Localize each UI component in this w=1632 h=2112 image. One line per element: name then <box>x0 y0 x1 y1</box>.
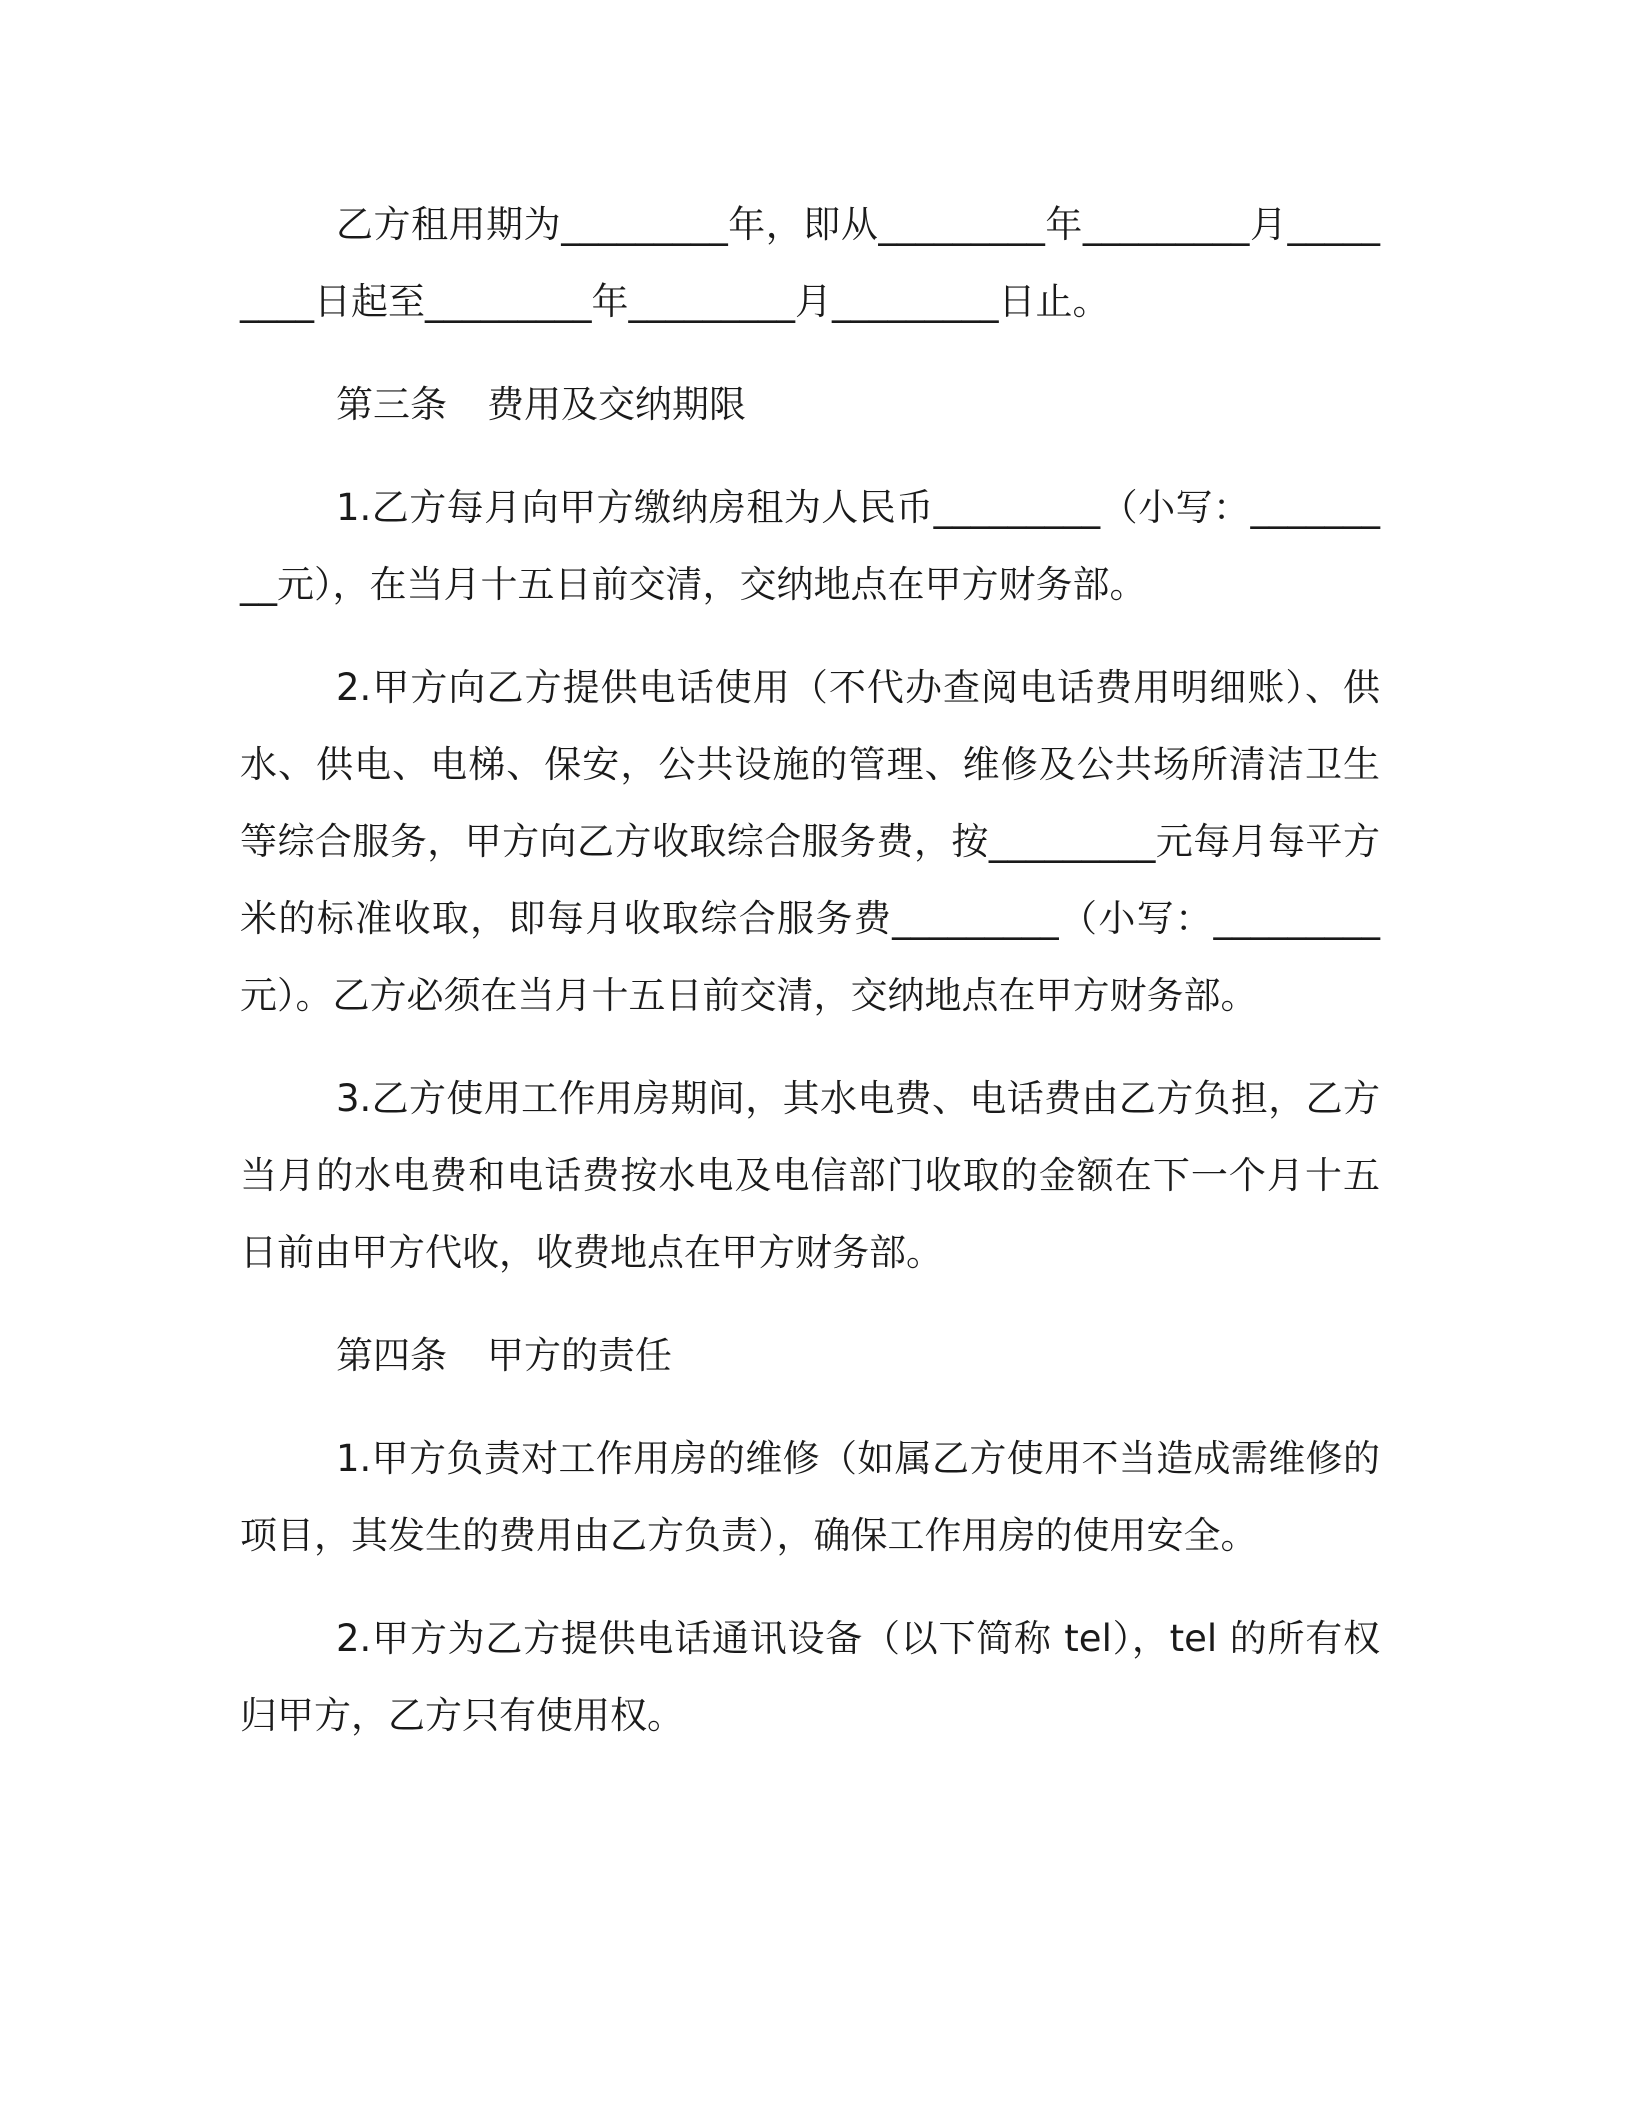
article-title: 费用及交纳期限 <box>487 383 746 426</box>
article-title: 甲方的责任 <box>487 1334 672 1377</box>
document-body <box>240 186 1380 1780</box>
article-3-heading <box>240 366 1380 443</box>
article-number: 第四条 <box>336 1334 447 1377</box>
lease-term-paragraph: 乙方租用期为_________年，即从_________年_________月_________日起至_________年_________月_________日止。 <box>240 203 1380 323</box>
rent-paragraph: 1.乙方每月向甲方缴纳房租为人民币_________（小写：_________元），在当月十五日前交清，交纳地点在甲方财务部。 <box>240 486 1380 606</box>
telephone-paragraph: 2.甲方为乙方提供电话通讯设备（以下简称 tel），tel 的所有权归甲方，乙方只有使用权。 <box>240 1617 1380 1737</box>
article-number: 第三条 <box>336 383 447 426</box>
article-4-heading <box>240 1317 1380 1394</box>
maintenance-paragraph: 1.甲方负责对工作用房的维修（如属乙方使用不当造成需维修的项目，其发生的费用由乙方负责），确保工作用房的使用安全。 <box>240 1437 1380 1557</box>
service-fee-paragraph: 2.甲方向乙方提供电话使用（不代办查阅电话费用明细账）、供水、供电、电梯、保安，公共设施的管理、维修及公共场所清洁卫生等综合服务，甲方向乙方收取综合服务费，按_________元每月每平方米的标准收取，即每月收取综合服务费_________（小写：_________元）。乙方必须在当月十五日前交清，交纳地点在甲方财务部。 <box>240 666 1380 1017</box>
utilities-paragraph: 3.乙方使用工作用房期间，其水电费、电话费由乙方负担，乙方当月的水电费和电话费按水电及电信部门收取的金额在下一个月十五日前由甲方代收，收费地点在甲方财务部。 <box>240 1077 1380 1274</box>
